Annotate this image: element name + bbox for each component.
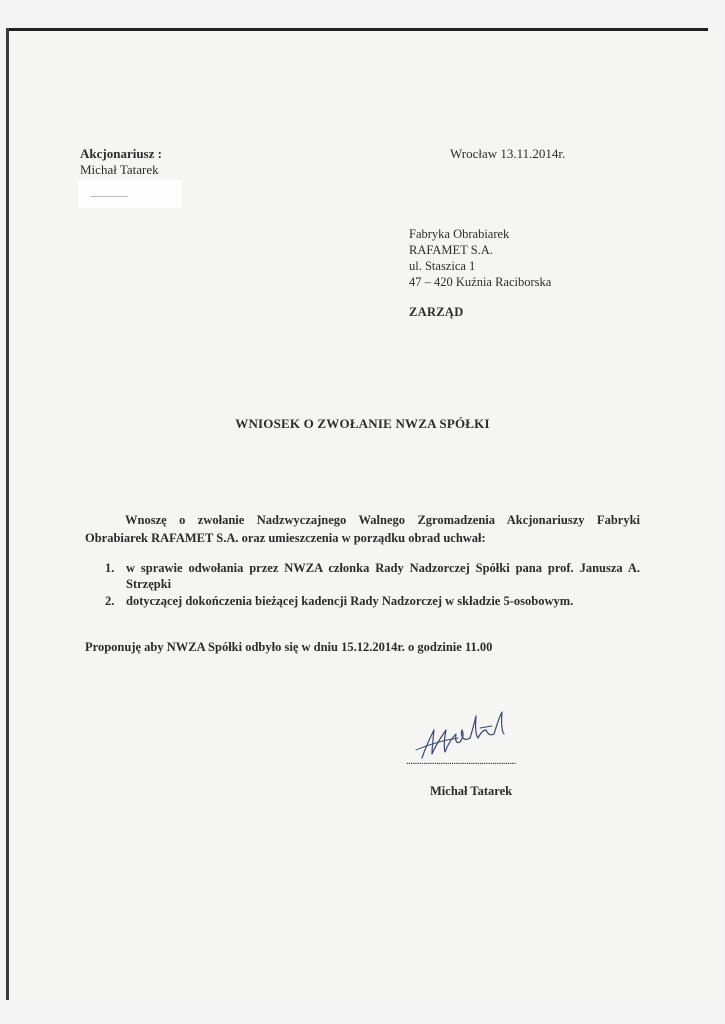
redacted-area xyxy=(78,180,182,208)
address-line: RAFAMET S.A. xyxy=(409,243,493,257)
list-item-text: dotyczącej dokończenia bieżącej kadencji Rady Nadzorczej w składzie 5-osobowym. xyxy=(126,594,574,608)
signer-name: Michał Tatarek xyxy=(430,784,513,798)
redacted-mark xyxy=(90,196,128,197)
handwritten-signature xyxy=(400,700,530,762)
sender-name: Michał Tatarek xyxy=(80,162,159,177)
address-line: ul. Staszica 1 xyxy=(409,259,476,273)
proposal-text: Proponuję aby NWZA Spółki odbyło się w dniu 15.12.2014r. o godzinie 11.00 xyxy=(85,640,493,654)
list-item xyxy=(105,593,640,609)
resolutions-list xyxy=(105,560,640,610)
body-paragraph: Wnoszę o zwołanie Nadzwyczajnego Walnego Zgromadzenia Akcjonariuszy Fabryki Obrabiarek RAFAMET S.A. oraz umieszczenia w porządku obrad uchwał: xyxy=(85,513,640,545)
list-item-number: 2. xyxy=(105,594,115,608)
signature-line: ................................................... xyxy=(406,755,516,767)
place-date: Wrocław 13.11.2014r. xyxy=(450,146,566,161)
document-title: WNIOSEK O ZWOŁANIE NWZA SPÓŁKI xyxy=(235,416,490,431)
list-item-number: 1. xyxy=(105,561,115,575)
address-line: Fabryka Obrabiarek xyxy=(409,227,510,241)
address-line: 47 – 420 Kuźnia Raciborska xyxy=(409,275,552,289)
list-item xyxy=(105,560,640,592)
sender-label: Akcjonariusz : xyxy=(80,146,162,161)
recipient-address xyxy=(409,226,551,290)
recipient-board: ZARZĄD xyxy=(409,305,464,319)
list-item-text: w sprawie odwołania przez NWZA członka Rady Nadzorczej Spółki pana prof. Janusza A. Strzępki xyxy=(126,561,640,591)
